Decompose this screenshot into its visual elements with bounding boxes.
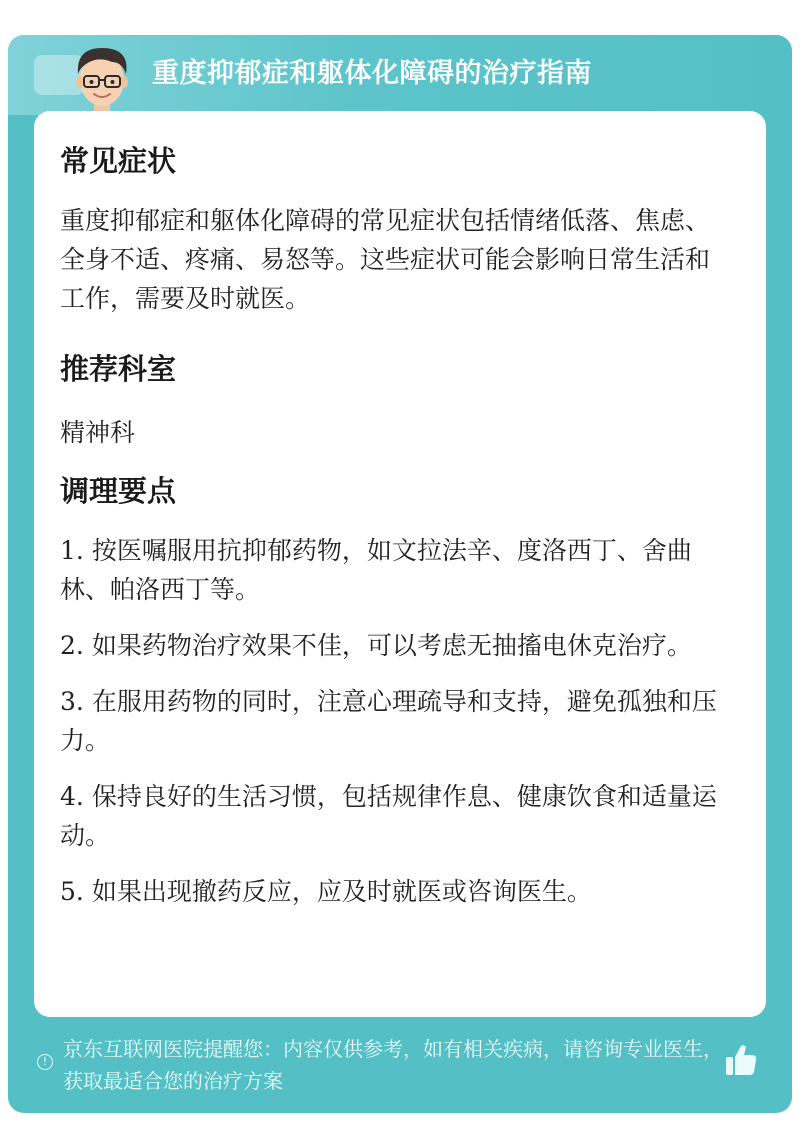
care-list xyxy=(60,531,725,928)
content-card xyxy=(34,111,766,1017)
care-heading: 调理要点 xyxy=(60,474,177,508)
list-item xyxy=(60,626,725,665)
thumbs-up-icon[interactable] xyxy=(724,1042,758,1078)
list-item-text: 如果出现撤药反应，应及时就医或咨询医生。 xyxy=(91,877,592,906)
list-item-text: 按医嘱服用抗抑郁药物，如文拉法辛、度洛西丁、舍曲林、帕洛西丁等。 xyxy=(60,536,692,604)
list-item xyxy=(60,777,725,855)
list-item-text: 保持良好的生活习惯，包括规律作息、健康饮食和适量运动。 xyxy=(60,782,717,850)
list-item xyxy=(60,682,725,760)
symptoms-text: 重度抑郁症和躯体化障碍的常见症状包括情绪低落、焦虑、全身不适、疼痛、易怒等。这些症状可能会影响日常生活和工作，需要及时就医。 xyxy=(60,206,711,313)
list-item-number: 5. xyxy=(60,877,84,906)
department-heading: 推荐科室 xyxy=(60,352,177,386)
info-icon: ! xyxy=(37,1054,53,1070)
list-item-number: 1. xyxy=(60,536,84,565)
list-item-number: 3. xyxy=(60,687,84,716)
list-item xyxy=(60,872,725,911)
list-item-text: 如果药物治疗效果不佳，可以考虑无抽搐电休克治疗。 xyxy=(91,631,692,660)
department-text: 精神科 xyxy=(60,418,136,447)
symptoms-heading: 常见症状 xyxy=(60,144,177,178)
list-item-text: 在服用药物的同时，注意心理疏导和支持，避免孤独和压力。 xyxy=(60,687,717,755)
list-item-number: 4. xyxy=(60,782,84,811)
page-title: 重度抑郁症和躯体化障碍的治疗指南 xyxy=(152,58,592,89)
footer-disclaimer: 京东互联网医院提醒您：内容仅供参考，如有相关疾病，请咨询专业医生，获取最适合您的治疗方案 xyxy=(63,1037,723,1093)
list-item xyxy=(60,531,725,609)
list-item-number: 2. xyxy=(60,631,84,660)
